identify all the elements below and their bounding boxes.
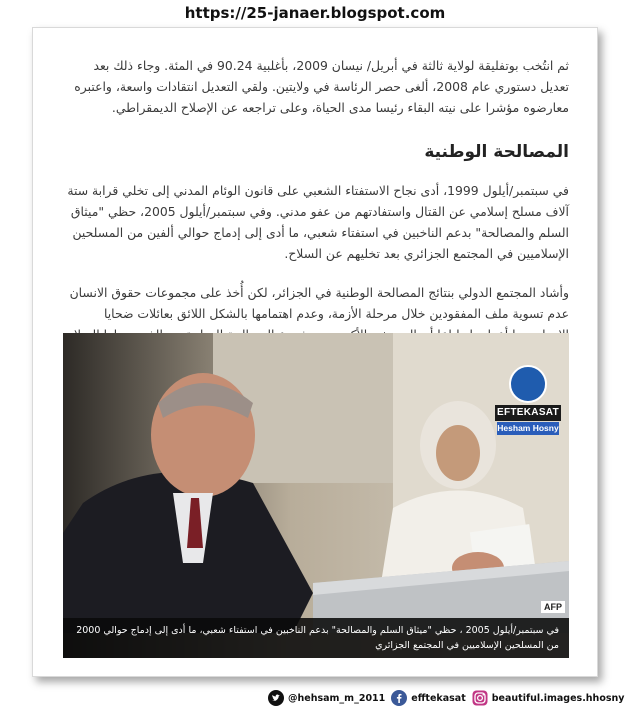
- logo-name: Hesham Hosny: [497, 423, 559, 433]
- social-footer: [268, 688, 625, 708]
- logo-badge-icon: [509, 365, 547, 403]
- article-body: [33, 55, 597, 366]
- section-heading: المصالحة الوطنية: [424, 142, 569, 162]
- twitter-link[interactable]: [268, 690, 385, 706]
- logo-brand: EFTEKASAT: [495, 405, 561, 421]
- instagram-handle: beautiful.images.hhosny: [491, 692, 625, 704]
- photo-credit: AFP: [541, 601, 565, 613]
- paragraph-1: ثم انتُخب بوتفليقة لولاية ثالثة في أبريل/ نيسان 2009، بأغلبية 90.24 في المئة. وجاء ذلك بعد تعديل دستوري عام 2008، ألغى حصر الرئاسة في ولايتين. ولقي التعديل انتقادات واسعة، واعتبره معارضوه مؤشرا على نيته البقاء رئيسا مدى الحياة، وعلى تراجعه عن الإصلاح الديمقراطي.: [74, 58, 569, 115]
- instagram-link[interactable]: [472, 690, 625, 706]
- photo-illustration: [63, 333, 569, 658]
- twitter-icon: [268, 690, 284, 706]
- paragraph-3: وأشاد المجتمع الدولي بنتائج المصالحة الوطنية في الجزائر، لكن أُخذ على مجموعات حقوق الانسان عدم تسوية ملف المفقودين خلال مرحلة الأزمة، وعدم اهتمامها بالشكل اللائق بعائلات ضحايا: [69, 285, 569, 321]
- watermark-logo: [495, 365, 561, 447]
- instagram-icon: [472, 690, 488, 706]
- facebook-icon: [391, 690, 407, 706]
- photo-caption: في سبتمبر/أيلول 2005 ، حظي "ميثاق السلم والمصالحة" بدعم الناخبين في استفتاء شعبي، ما أدى إلى إدماج حوالي 2000 من المسلحين الإسلاميين في المجتمع الجزائري: [63, 618, 569, 658]
- facebook-link[interactable]: [391, 690, 465, 706]
- paragraph-2: في سبتمبر/أيلول 1999، أدى نجاح الاستفتاء الشعبي على قانون الوئام المدني إلى تخلي قرابة ستة آلاف مسلح إسلامي عن القتال واستفادتهم من عفو مدني. وفي سبتمبر/أيلول 2005، حظي "ميثاق السلم والمصالحة" بدعم الناخبين في استفتاء شعبي، ما أدى إلى إدماج حوالي ألفين من المسلحين الإسلاميين في المجتمع الجزائري بعد تخليهم عن السلاح.: [67, 183, 569, 261]
- article-card: [32, 27, 598, 677]
- facebook-handle: efftekasat: [411, 692, 466, 704]
- site-url: https://25-janaer.blogspot.com: [184, 4, 446, 22]
- twitter-handle: @hehsam_m_2011: [288, 692, 386, 704]
- article-photo: [63, 333, 569, 658]
